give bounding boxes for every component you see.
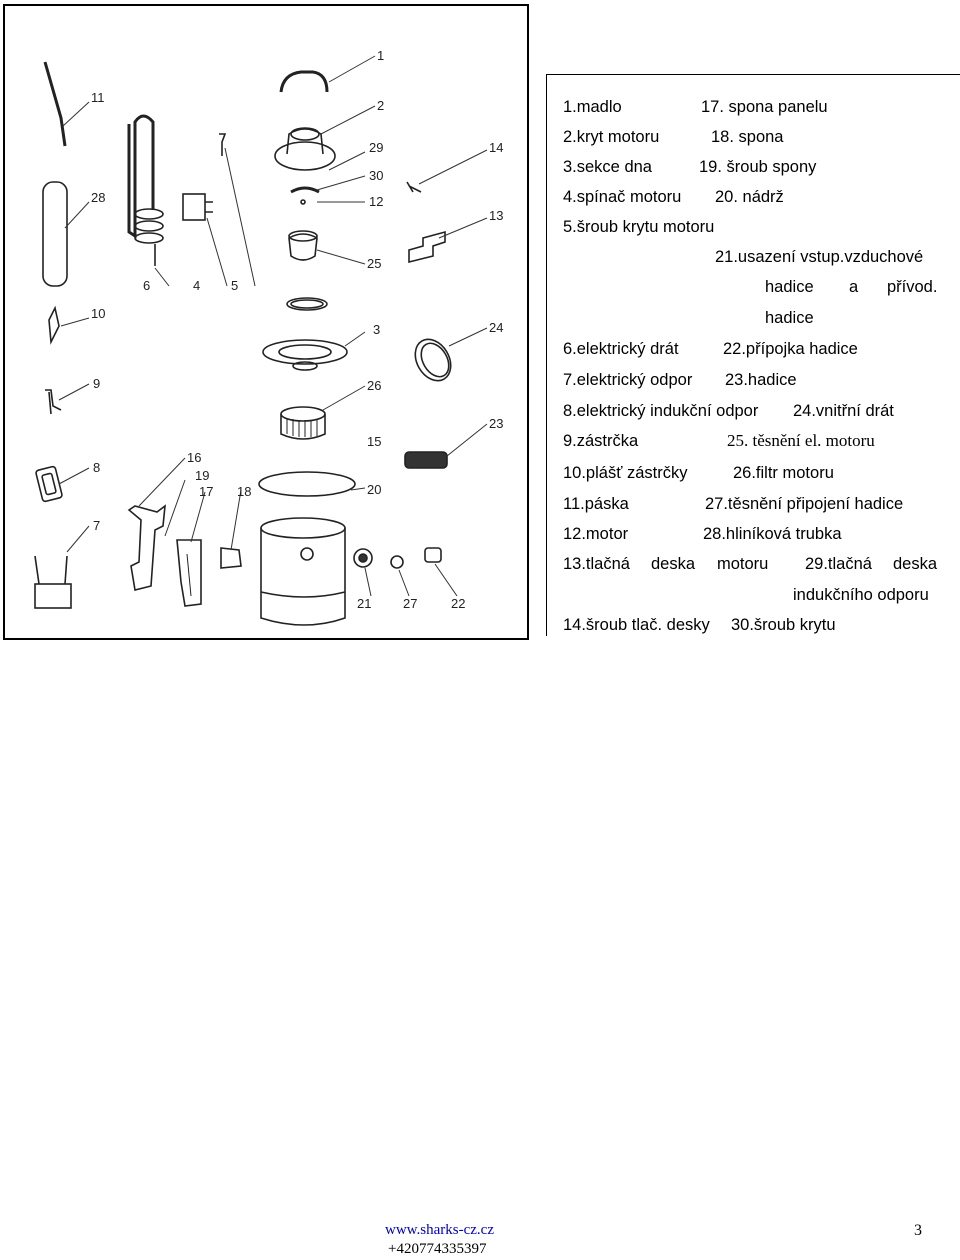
legend-item-21-cont-b: a bbox=[849, 278, 859, 296]
legend-item-1: 1.madlo bbox=[563, 98, 622, 116]
callout-16: 16 bbox=[187, 450, 202, 465]
legend-item-29-a: 29.tlačná bbox=[805, 555, 872, 573]
parts-legend bbox=[546, 74, 960, 636]
legend-item-12: 12.motor bbox=[563, 525, 629, 543]
part-aluminium-tube bbox=[43, 182, 67, 286]
legend-item-18: 18. spona bbox=[711, 128, 784, 146]
part-hose bbox=[405, 452, 447, 468]
legend-item-17: 17. spona panelu bbox=[701, 98, 828, 116]
callout-12: 12 bbox=[369, 194, 384, 209]
legend-item-2: 2.kryt motoru bbox=[563, 128, 660, 146]
callout-7: 7 bbox=[93, 518, 101, 533]
footer-website-link[interactable]: www.sharks-cz.cz bbox=[385, 1222, 494, 1238]
callout-28: 28 bbox=[91, 190, 106, 205]
callout-9: 9 bbox=[93, 376, 101, 391]
part-switch bbox=[183, 194, 205, 220]
callout-2: 2 bbox=[377, 98, 385, 113]
callout-25: 25 bbox=[367, 256, 382, 271]
callout-19: 19 bbox=[195, 468, 210, 483]
legend-item-27: 27.těsnění připojení hadice bbox=[705, 495, 904, 513]
legend-item-5: 5.šroub krytu motoru bbox=[563, 218, 715, 236]
page-number: 3 bbox=[914, 1222, 922, 1239]
part-plug bbox=[45, 390, 61, 414]
legend-item-23: 23.hadice bbox=[725, 371, 797, 389]
legend-item-21-cont-a: hadice bbox=[765, 278, 814, 296]
callout-6: 6 bbox=[143, 278, 151, 293]
legend-item-29-cont: indukčního odporu bbox=[793, 586, 929, 604]
part-screw-5 bbox=[219, 134, 225, 156]
callout-24: 24 bbox=[489, 320, 504, 335]
legend-item-13-c: motoru bbox=[717, 555, 769, 573]
part-strap bbox=[45, 62, 65, 146]
part-inner-wire bbox=[408, 333, 458, 387]
callout-20: 20 bbox=[367, 482, 382, 497]
legend-item-21: 21.usazení vstup.vzduchové bbox=[715, 248, 924, 266]
callout-11: 11 bbox=[91, 90, 105, 105]
legend-item-8: 8.elektrický indukční odpor bbox=[563, 402, 759, 420]
legend-item-7: 7.elektrický odpor bbox=[563, 371, 693, 389]
callout-1: 1 bbox=[377, 48, 385, 63]
legend-item-24: 24.vnitřní drát bbox=[793, 402, 894, 420]
callout-17: 17 bbox=[199, 484, 214, 499]
callout-5: 5 bbox=[231, 278, 239, 293]
callout-18: 18 bbox=[237, 484, 252, 499]
legend-item-10: 10.plášť zástrčky bbox=[563, 464, 688, 482]
callout-27: 27 bbox=[403, 596, 418, 611]
part-bracket-13 bbox=[409, 232, 445, 262]
part-plug-cover bbox=[49, 308, 59, 342]
part-resistor bbox=[35, 584, 71, 608]
callout-10: 10 bbox=[91, 306, 106, 321]
legend-item-3: 3.sekce dna bbox=[563, 158, 652, 176]
part-hose-seal bbox=[391, 556, 403, 568]
part-bottom-section bbox=[263, 340, 347, 364]
legend-item-20: 20. nádrž bbox=[715, 188, 784, 206]
legend-item-26: 26.filtr motoru bbox=[733, 464, 834, 482]
legend-item-13-a: 13.tlačná bbox=[563, 555, 630, 573]
legend-item-4: 4.spínač motoru bbox=[563, 188, 682, 206]
callout-8: 8 bbox=[93, 460, 101, 475]
exploded-diagram bbox=[5, 6, 527, 638]
part-handle bbox=[281, 72, 327, 92]
part-motor-filter bbox=[281, 414, 325, 439]
part-hose-connector bbox=[425, 548, 441, 562]
legend-item-29-b: deska bbox=[893, 555, 938, 573]
legend-item-25: 25. těsnění el. motoru bbox=[727, 431, 875, 450]
legend-item-6: 6.elektrický drát bbox=[563, 340, 679, 358]
legend-item-9: 9.zástrčka bbox=[563, 432, 639, 450]
exploded-diagram-frame bbox=[3, 4, 529, 640]
legend-item-21-cont-d: hadice bbox=[765, 309, 814, 327]
legend-item-19: 19. šroub spony bbox=[699, 158, 817, 176]
legend-item-30: 30.šroub krytu bbox=[731, 616, 836, 634]
callout-15: 15 bbox=[367, 434, 382, 449]
legend-item-11: 11.páska bbox=[563, 495, 629, 513]
part-clip-spring bbox=[221, 548, 241, 568]
part-induction-resistor bbox=[35, 466, 62, 502]
callout-26: 26 bbox=[367, 378, 382, 393]
callout-14: 14 bbox=[489, 140, 504, 155]
callout-21: 21 bbox=[357, 596, 372, 611]
legend-item-28: 28.hliníková trubka bbox=[703, 525, 842, 543]
part-pressure-plate bbox=[291, 188, 319, 192]
callout-29: 29 bbox=[369, 140, 384, 155]
legend-item-21-cont-c: přívod. bbox=[887, 278, 938, 296]
callout-23: 23 bbox=[489, 416, 504, 431]
legend-item-13-b: deska bbox=[651, 555, 696, 573]
callout-22: 22 bbox=[451, 596, 466, 611]
part-tank bbox=[261, 528, 345, 625]
callout-13: 13 bbox=[489, 208, 504, 223]
callout-30: 30 bbox=[369, 168, 384, 183]
part-motor bbox=[289, 234, 317, 260]
footer-phone: +420774335397 bbox=[388, 1241, 487, 1257]
callout-3: 3 bbox=[373, 322, 381, 337]
callout-4: 4 bbox=[193, 278, 201, 293]
part-gasket-20 bbox=[259, 472, 355, 496]
part-motor-cover bbox=[275, 142, 335, 170]
part-panel-clip bbox=[129, 506, 165, 590]
legend-item-22: 22.přípojka hadice bbox=[723, 340, 858, 358]
legend-item-14: 14.šroub tlač. desky bbox=[563, 616, 710, 634]
